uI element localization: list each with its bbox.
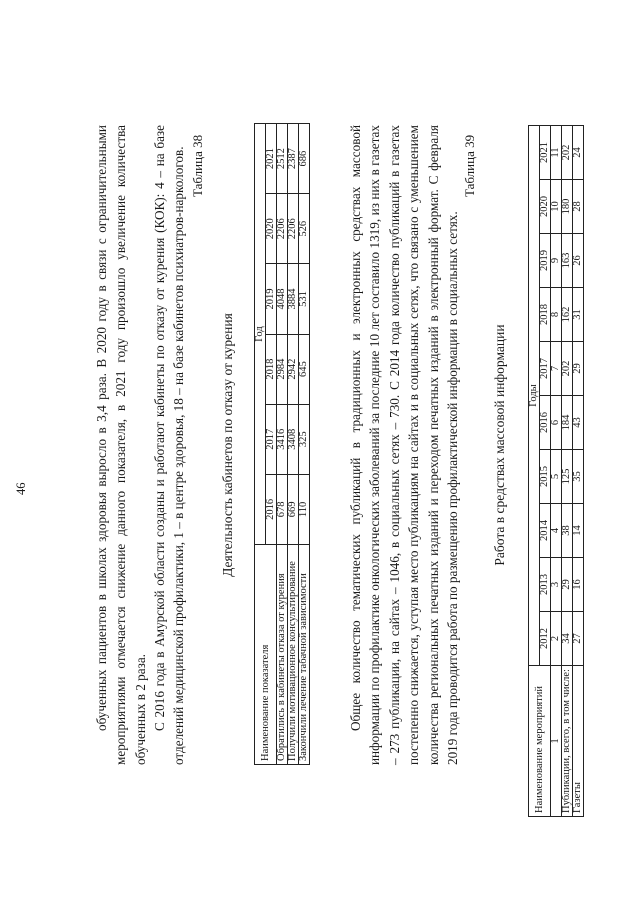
table-cell: 2019 <box>540 234 551 288</box>
paragraph-kok: С 2016 года в Амурской области созданы и работают кабинеты по отказу от курения (КОК): 4 – на базе отделений медицинской профилактики, 1 – в центре здоровья, 18 – на базе кабинетов психиатров-наркологов. <box>152 125 187 765</box>
table-cell: 531 <box>299 264 310 334</box>
table-cell: 8 <box>551 288 562 342</box>
table-cell: 43 <box>573 396 584 450</box>
table-38-caption: Деятельность кабинетов по отказу от курения <box>220 313 235 577</box>
table-38-label: Таблица 38 <box>190 134 205 197</box>
table-cell: 2 <box>551 612 562 666</box>
table-cell: 2013 <box>540 558 551 612</box>
table-cell: 184 <box>562 396 573 450</box>
table-cell: 5 <box>551 450 562 504</box>
table-cell: 9 <box>551 234 562 288</box>
table-cell: 29 <box>562 558 573 612</box>
table-38-name-header: Наименование показателя <box>255 545 277 765</box>
table-cell: 35 <box>573 450 584 504</box>
table-cell: 2387 <box>288 124 299 194</box>
table-cell: 7 <box>551 342 562 396</box>
table-38 <box>254 123 310 765</box>
table-cell: 2020 <box>540 180 551 234</box>
table-cell: Публикации, всего, в том числе: <box>562 666 573 817</box>
table-cell: 6 <box>551 396 562 450</box>
table-cell: 16 <box>573 558 584 612</box>
table-cell: 110 <box>299 474 310 544</box>
table-cell: 4048 <box>277 264 288 334</box>
table-39-caption: Работа в средствах массовой информации <box>492 324 507 566</box>
table-cell: 645 <box>299 334 310 404</box>
table-cell: 686 <box>299 124 310 194</box>
table-cell: 29 <box>573 342 584 396</box>
table-cell: 2016 <box>540 396 551 450</box>
table-39-name-header: Наименование мероприятий <box>529 666 551 817</box>
table-cell: 3 <box>551 558 562 612</box>
table-cell: 31 <box>573 288 584 342</box>
table-cell: 2020 <box>266 194 277 264</box>
table-row <box>255 124 266 765</box>
table-cell: 2942 <box>288 334 299 404</box>
table-cell: 10 <box>551 180 562 234</box>
table-cell: 2018 <box>540 288 551 342</box>
table-cell: 24 <box>573 126 584 180</box>
table-cell: Получили мотивационное консультирование <box>288 545 299 765</box>
table-cell: 2012 <box>540 612 551 666</box>
table-cell: 2014 <box>540 504 551 558</box>
table-39-label: Таблица 39 <box>462 134 477 197</box>
table-cell: 27 <box>573 612 584 666</box>
table-cell: 678 <box>277 474 288 544</box>
paragraph-schools: обученных пациентов в школах здоровья выросло в 3,4 раза. В 2020 году в связи с ограничительными мероприятиями отмечается снижение данного показателя, в 2021 году произошло увеличение количества обученных в 2 раза. <box>94 125 148 765</box>
table-cell: 2021 <box>266 124 277 194</box>
table-cell: 325 <box>299 404 310 474</box>
table-cell: 162 <box>562 288 573 342</box>
table-cell: 3408 <box>288 404 299 474</box>
table-38-year-header: Год <box>255 124 266 545</box>
page-number: 46 <box>14 482 28 495</box>
table-cell: 28 <box>573 180 584 234</box>
table-row <box>288 124 299 765</box>
table-cell: 2019 <box>266 264 277 334</box>
table-39-years-header: Годы <box>529 126 540 666</box>
table-cell: Газеты <box>573 666 584 817</box>
table-row <box>529 126 540 817</box>
table-cell: 669 <box>288 474 299 544</box>
table-row <box>573 126 584 817</box>
table-cell: 34 <box>562 612 573 666</box>
table-39 <box>528 125 584 817</box>
table-cell: 14 <box>573 504 584 558</box>
table-cell: 2016 <box>266 474 277 544</box>
table-cell: 1 <box>551 666 562 817</box>
table-cell: 38 <box>562 504 573 558</box>
table-cell: 26 <box>573 234 584 288</box>
table-cell: 2512 <box>277 124 288 194</box>
table-cell: 125 <box>562 450 573 504</box>
table-cell: 2206 <box>277 194 288 264</box>
table-cell: 2021 <box>540 126 551 180</box>
table-cell: 3884 <box>288 264 299 334</box>
table-cell: 2017 <box>266 404 277 474</box>
table-cell: 11 <box>551 126 562 180</box>
table-cell: 3416 <box>277 404 288 474</box>
table-row <box>562 126 573 817</box>
table-cell: 2017 <box>540 342 551 396</box>
table-row <box>299 124 310 765</box>
table-cell: Обратились в кабинеты отказа от курения <box>277 545 288 765</box>
table-row <box>551 126 562 817</box>
table-cell: 180 <box>562 180 573 234</box>
table-cell: 2018 <box>266 334 277 404</box>
table-row <box>277 124 288 765</box>
table-cell: 2984 <box>277 334 288 404</box>
table-cell: 202 <box>562 342 573 396</box>
table-cell: 2206 <box>288 194 299 264</box>
table-cell: 202 <box>562 126 573 180</box>
table-cell: 526 <box>299 194 310 264</box>
paragraph-media: Общее количество тематических публикаций в традиционных и электронных средствах массовой информации по профилактике онкологических заболеваний за последние 10 лет составило 1319, из них в газетах – 273 публикации, на сайтах – 1046, в социальных сетях – 730. С 2014 года количество публикаций в газетах постепенно снижается, уступая место публикациям на сайтах и в социальных сетях, что связано с уменьшением количества региональных печатных изданий и переходом печатных изданий в электронный формат. С февраля 2019 года проводится работа по размещению профилактической информации в социальных сетях. <box>348 125 461 765</box>
table-cell: 2015 <box>540 450 551 504</box>
table-cell: Закончили лечение табачной зависимости <box>299 545 310 765</box>
table-cell: 163 <box>562 234 573 288</box>
table-cell: 4 <box>551 504 562 558</box>
